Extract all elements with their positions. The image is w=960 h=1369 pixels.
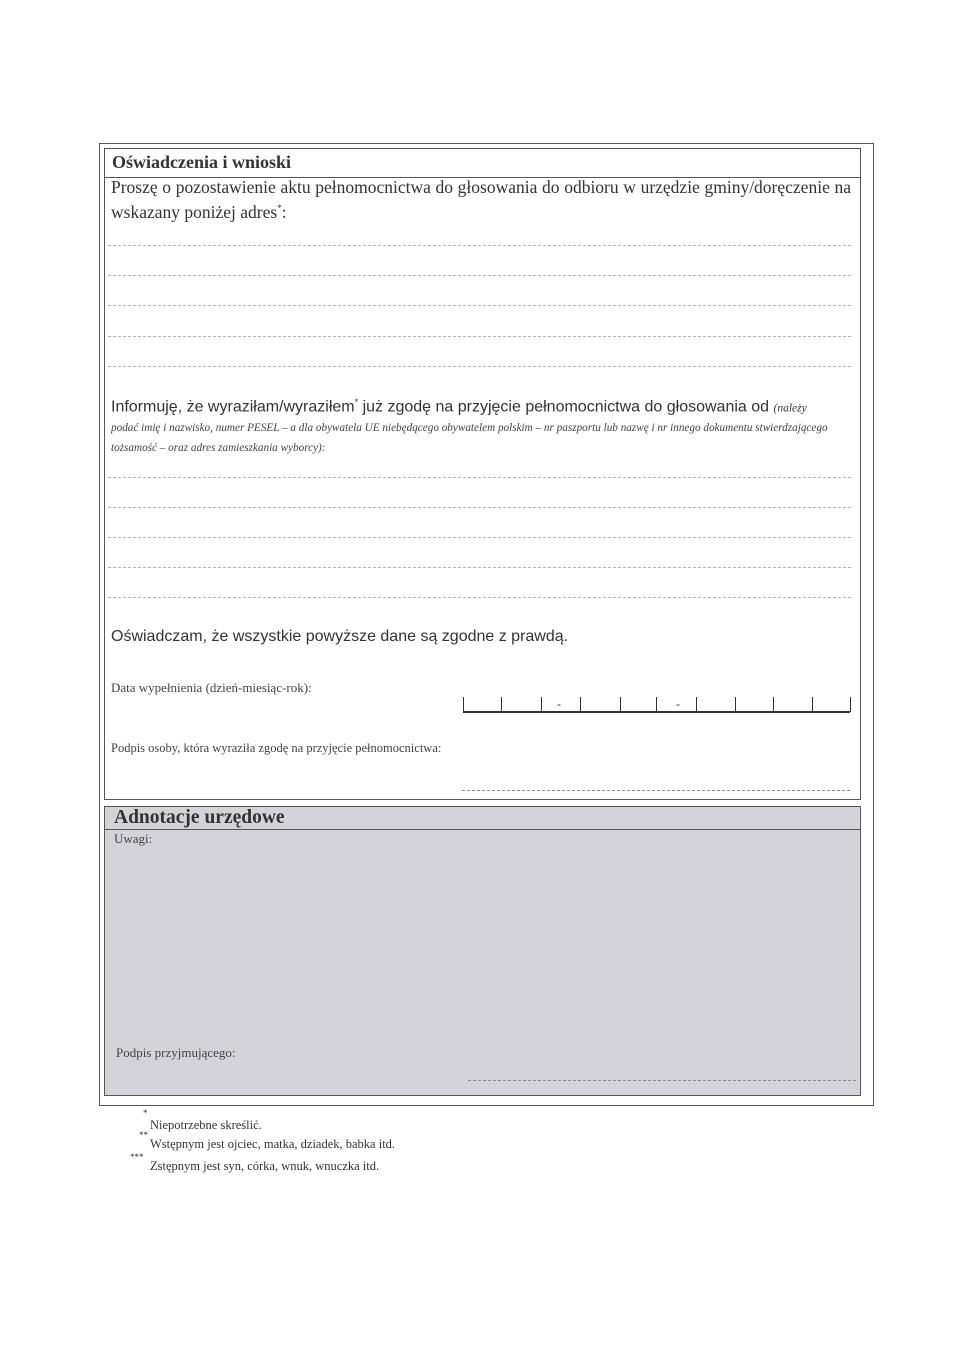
date-tick [773, 697, 774, 712]
truth-declaration: Oświadczam, że wszystkie powyższe dane są zgodne z prawdą. [111, 628, 569, 645]
voter-line-1[interactable] [108, 477, 851, 478]
address-line-4[interactable] [108, 336, 851, 337]
consent-signature-label: Podpis osoby, która wyraziła zgodę na przyjęcie pełnomocnictwa: [111, 741, 442, 755]
footnote-mark: *** [130, 1152, 144, 1162]
date-separator: - [676, 697, 680, 711]
voter-line-2[interactable] [108, 507, 851, 508]
notes-label: Uwagi: [114, 831, 153, 846]
consent-signature-line[interactable] [462, 790, 850, 791]
consent-hint-text: podać imię i nazwisko, numer PESEL – a dla obywatela UE niebędącego obywatelem polskim – nr paszportu lub nazwę i nr innego dokumentu stwierdzającego tożsamość – oraz adres zamieszkania wyborcy): [111, 422, 828, 454]
footnote-mark: * [143, 1108, 148, 1118]
consent-info-line [111, 397, 857, 416]
request-text: Proszę o pozostawienie aktu pełnomocnictwa do głosowania do odbioru w urzędzie gminy/doręczenie na wskazany poniżej adres [111, 177, 851, 222]
footnote-text: Zstępnym jest syn, córka, wnuk, wnuczka itd. [150, 1159, 380, 1173]
address-line-1[interactable] [108, 245, 851, 246]
request-paragraph [111, 177, 851, 223]
footnote-mark: ** [139, 1130, 148, 1140]
address-line-5[interactable] [108, 366, 851, 367]
office-title: Adnotacje urzędowe [114, 807, 285, 828]
date-label: Data wypełnienia (dzień-miesiąc-rok): [111, 680, 312, 695]
date-tick [463, 697, 464, 712]
voter-line-3[interactable] [108, 537, 851, 538]
date-tick [696, 697, 697, 712]
voter-line-5[interactable] [108, 597, 851, 598]
footnote-text: Wstępnym jest ojciec, matka, dziadek, babka itd. [150, 1137, 396, 1151]
statements-title: Oświadczenia i wnioski [112, 152, 292, 172]
receiver-signature-label: Podpis przyjmującego: [116, 1045, 236, 1060]
date-tick [735, 697, 736, 712]
receiver-signature-line[interactable] [468, 1080, 856, 1081]
date-tick [656, 697, 657, 712]
date-tick [580, 697, 581, 712]
date-tick [620, 697, 621, 712]
date-tick [501, 697, 502, 712]
consent-footnote-mark: * [354, 397, 359, 407]
consent-hint-start: (należy [773, 402, 807, 415]
office-title-rule [104, 829, 861, 830]
date-tick [541, 697, 542, 712]
request-footnote-mark: * [277, 203, 282, 213]
date-tick [812, 697, 813, 712]
consent-info-text-2: już zgodę na przyjęcie pełnomocnictwa do głosowania od [358, 398, 770, 416]
voter-line-4[interactable] [108, 567, 851, 568]
request-colon: : [281, 201, 287, 222]
footnote-text: Niepotrzebne skreślić. [150, 1118, 262, 1132]
consent-info-text: Informuję, że wyraziłam/wyraziłem [111, 398, 355, 416]
date-tick [850, 697, 851, 712]
address-line-3[interactable] [108, 305, 851, 306]
address-line-2[interactable] [108, 275, 851, 276]
date-separator: - [557, 697, 561, 711]
